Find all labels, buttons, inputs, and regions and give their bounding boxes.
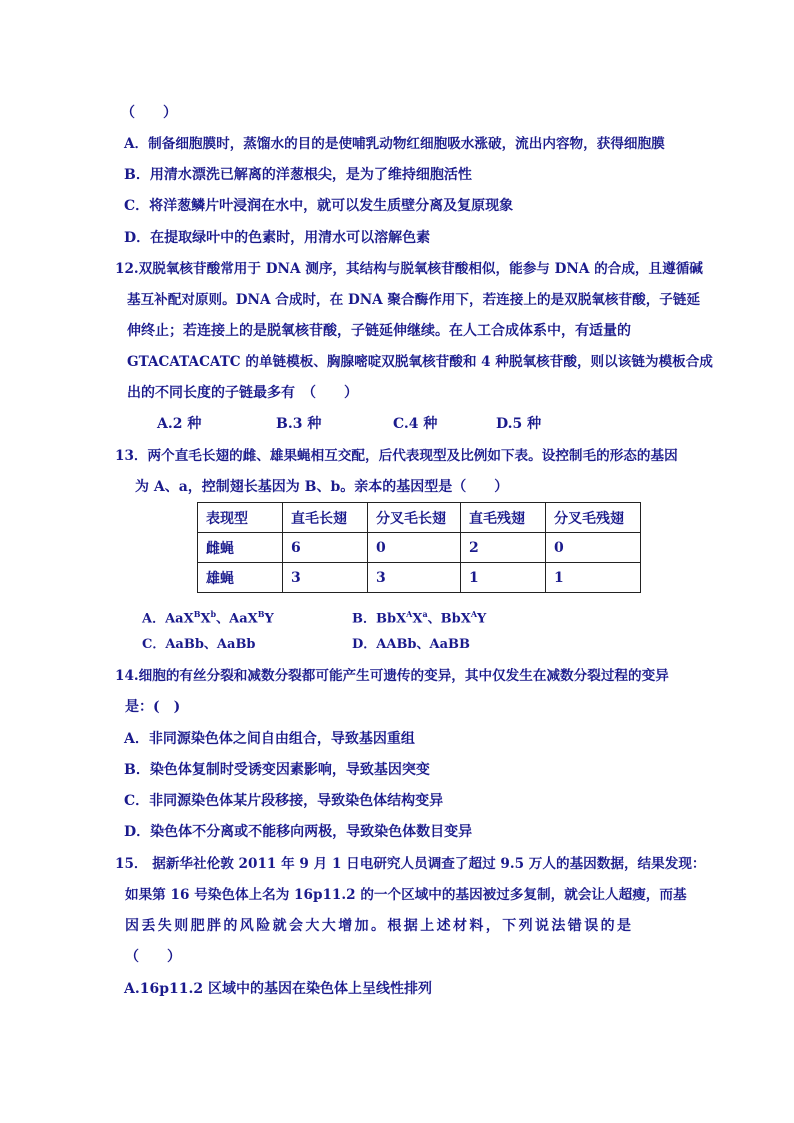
table-header-row xyxy=(198,503,641,533)
q11-option-a: A．制备细胞膜时，蒸馏水的目的是使哺乳动物红细胞吸水涨破，流出内容物，获得细胞膜 xyxy=(124,136,665,152)
table-header-cell: 表现型 xyxy=(198,503,283,533)
q11-answer-bracket: （ ） xyxy=(121,105,177,121)
table-cell: 6 xyxy=(283,533,368,563)
q12-stem-line-1: 12.双脱氧核苷酸常用于 DNA 测序，其结构与脱氧核苷酸相似，能参与 DNA 的合成，且遵循碱 xyxy=(115,261,703,277)
q13-option-a-part: A．AaX xyxy=(142,611,194,627)
q13-option-b-sup: A xyxy=(470,609,478,619)
table-row xyxy=(198,533,641,563)
q13-option-a-part: X xyxy=(200,611,211,627)
phenotype-table xyxy=(197,502,641,593)
q12-option-d: D.5 种 xyxy=(496,416,542,432)
q13-option-b-sup: A xyxy=(406,609,413,619)
q13-option-c: C．AaBb、AaBb xyxy=(142,637,256,652)
q14-stem-line-2: 是：( ) xyxy=(125,699,181,715)
table-cell: 0 xyxy=(546,533,641,563)
q13-option-a-part: Y xyxy=(264,611,274,627)
q14-option-a: A．非同源染色体之间自由组合，导致基因重组 xyxy=(124,731,415,747)
q13-option-a-part: 、AaX xyxy=(216,611,258,627)
q12-stem-line-4: GTACATACATC 的单链模板、胸腺嘧啶双脱氧核苷酸和 4 种脱氧核苷酸，则以该链为模板合成 xyxy=(127,354,713,370)
q15-stem-line-2: 如果第 16 号染色体上名为 16p11.2 的一个区域中的基因被过多复制，就会让人超瘦，而基 xyxy=(125,887,687,903)
q13-option-b-part: Y xyxy=(477,611,487,627)
table-row xyxy=(198,563,641,593)
q13-option-b-part: B．BbX xyxy=(352,611,407,627)
q11-option-d: D．在提取绿叶中的色素时，用清水可以溶解色素 xyxy=(124,230,431,246)
q14-option-b: B．染色体复制时受诱变因素影响，导致基因突变 xyxy=(124,762,430,778)
table-cell: 3 xyxy=(368,563,461,593)
table-header-cell: 分叉毛长翅 xyxy=(368,503,461,533)
q14-option-c: C．非同源染色体某片段移接，导致染色体结构变异 xyxy=(124,793,444,809)
table-cell: 1 xyxy=(461,563,546,593)
table-cell: 0 xyxy=(368,533,461,563)
q12-option-b: B.3 种 xyxy=(276,416,322,432)
table-cell: 2 xyxy=(461,533,546,563)
q15-option-a: A.16p11.2 区域中的基因在染色体上呈线性排列 xyxy=(124,981,432,997)
q13-option-a-sup: b xyxy=(210,609,217,619)
q13-option-b-part: X xyxy=(412,611,423,627)
q12-stem-line-2: 基互补配对原则。DNA 合成时，在 DNA 聚合酶作用下，若连接上的是双脱氧核苷酸，子链延 xyxy=(127,292,701,308)
q13-option-a-sup: B xyxy=(193,609,201,619)
q15-answer-bracket: （ ） xyxy=(125,949,181,965)
table-header-cell: 直毛残翅 xyxy=(461,503,546,533)
table-cell: 雄蝇 xyxy=(198,563,283,593)
table-header-cell: 直毛长翅 xyxy=(283,503,368,533)
q11-option-c: C．将洋葱鳞片叶浸润在水中，就可以发生质壁分离及复原现象 xyxy=(124,198,514,214)
q14-option-d: D．染色体不分离或不能移向两极，导致染色体数目变异 xyxy=(124,824,473,840)
q12-option-c: C.4 种 xyxy=(393,416,438,432)
q13-option-a-sup: B xyxy=(257,609,265,619)
q15-stem-line-1: 15． 据新华社伦敦 2011 年 9 月 1 日电研究人员调查了超过 9.5 万人的基因数据，结果发现： xyxy=(115,856,706,872)
q13-stem-line-2: 为 A、a，控制翅长基因为 B、b。亲本的基因型是（ ） xyxy=(135,479,509,495)
q12-stem-line-3: 伸终止；若连接上的是脱氧核苷酸，子链延伸继续。在人工合成体系中，有适量的 xyxy=(127,323,631,339)
q13-option-b xyxy=(352,604,486,629)
q14-stem-line-1: 14.细胞的有丝分裂和减数分裂都可能产生可遗传的变异，其中仅发生在减数分裂过程的变异 xyxy=(115,668,669,684)
table-header-cell: 分叉毛残翅 xyxy=(546,503,641,533)
table-cell: 3 xyxy=(283,563,368,593)
q13-option-a xyxy=(142,604,274,629)
q12-option-a: A.2 种 xyxy=(157,416,202,432)
q12-stem-line-5: 出的不同长度的子链最多有 （ ） xyxy=(127,385,358,401)
q13-stem-line-1: 13．两个直毛长翅的雌、雄果蝇相互交配，后代表现型及比例如下表。设控制毛的形态的基因 xyxy=(115,448,678,464)
q13-option-b-part: 、BbX xyxy=(427,611,471,627)
q15-stem-line-3: 因丢失则肥胖的风险就会大大增加。根据上述材料，下列说法错误的是 xyxy=(125,918,634,934)
table-cell: 1 xyxy=(546,563,641,593)
q13-option-b-sup: a xyxy=(422,609,428,619)
table-cell: 雌蝇 xyxy=(198,533,283,563)
q13-option-d: D．AABb、AaBB xyxy=(352,637,471,652)
q11-option-b: B．用清水漂洗已解离的洋葱根尖，是为了维持细胞活性 xyxy=(124,167,472,183)
